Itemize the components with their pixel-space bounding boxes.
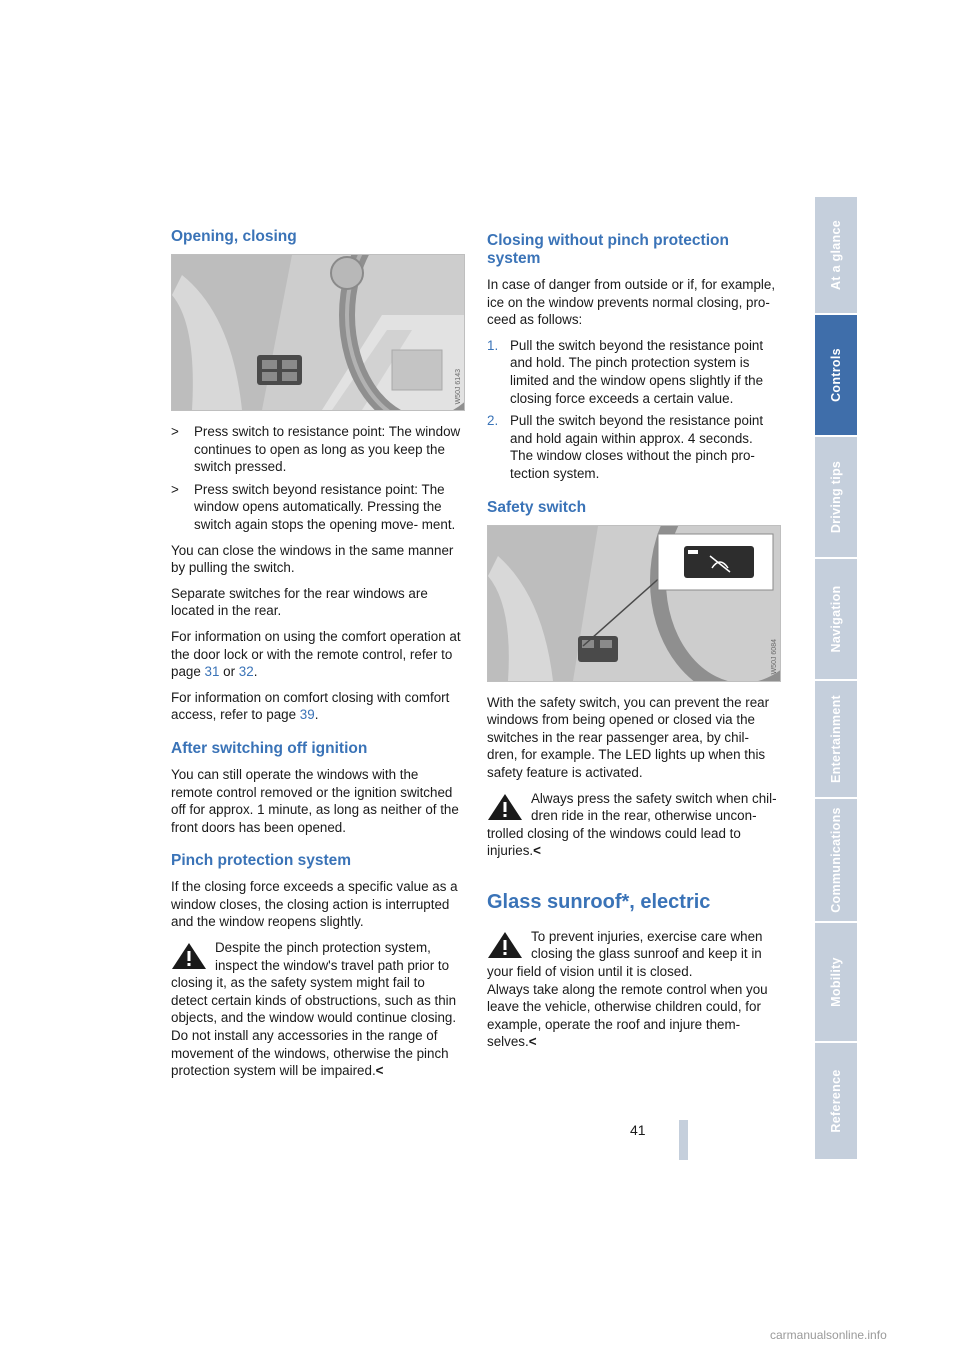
warning-safety-text: Always press the safety switch when chil- dren ride in the rear, otherwise uncon- trolled closing of the windows could lead to injuries. <box>487 790 777 859</box>
paragraph-after-ignition: You can still operate the windows with the remote control removed or the ignition switched off for approx. 1 minute, as long as neither of the front doors has been opened. <box>171 766 459 835</box>
paragraph-rear-switches: Separate switches for the rear windows are located in the rear. <box>171 585 428 619</box>
tab-driving-tips[interactable]: Driving tips <box>815 437 857 559</box>
paragraph-safety-switch: With the safety switch, you can prevent the rear windows from being opened or closed via the switches in the rear passenger area, by chil- dren, for example. The LED lights up when this safety feature is activated. <box>487 694 770 780</box>
list-item: > Press switch beyond resistance point: The window opens automatically. Pressing the switch again stops the opening move- ment. <box>171 481 456 532</box>
page-number-bar <box>679 1120 688 1160</box>
window-switch-illustration <box>172 255 464 410</box>
paragraph-comfort-operation: For information on using the comfort operation at the door lock or with the remote control, refer to page 31 or 32. <box>171 628 461 680</box>
paragraph-comfort-access: For information on comfort closing with comfort access, refer to page 39. <box>171 689 450 723</box>
list-item: > Press switch to resistance point: The window continues to open as long as you keep the switch pressed. <box>171 424 461 475</box>
heading-without-pinch: Closing without pinch protection system <box>487 232 729 267</box>
tab-mobility[interactable]: Mobility <box>815 923 857 1043</box>
warning-sunroof-text: To prevent injuries, exercise care when closing the glass sunroof and keep it in your field of vision until it is closed. <box>487 928 763 980</box>
warning-triangle-icon <box>487 793 523 821</box>
end-mark: < <box>528 1034 537 1050</box>
paragraph-danger: In case of danger from outside or if, for example, ice on the window prevents normal closing, pro- ceed as follows: <box>487 277 776 328</box>
heading-after-ignition: After switching off ignition <box>171 739 368 757</box>
figure-code: W50J 6143 <box>455 368 462 404</box>
tab-reference[interactable]: Reference <box>815 1043 857 1161</box>
heading-safety-switch: Safety switch <box>487 498 587 516</box>
warning-triangle-icon <box>171 942 207 970</box>
right-column <box>487 232 779 1059</box>
warning-pinch-text: Despite the pinch protection system, inspect the window's travel path prior to closing it, as the safety system might fail to detect certain kinds of obstructions, such as thin objects, and the window would continue closing. <box>171 940 457 1026</box>
safety-switch-illustration <box>488 526 780 681</box>
warning-sunroof-text-2: Always take along the remote control when you leave the vehicle, otherwise children could, for example, operate the roof and injure them- selves. <box>487 981 768 1050</box>
end-mark: < <box>375 1063 384 1079</box>
list-item: 1. Pull the switch beyond the resistance point and hold. The pinch protection system is limited and the window opens slightly if the closing force exceeds a certain value. <box>487 337 764 406</box>
steps-list <box>487 337 779 483</box>
heading-glass-sunroof: Glass sunroof*, electric <box>487 890 711 913</box>
end-mark: < <box>533 843 541 859</box>
list-item: 2. Pull the switch beyond the resistance point and hold again within approx. 4 seconds. The window closes without the pinch pro- tection system. <box>487 413 764 481</box>
page-link-31[interactable]: 31 <box>204 664 220 680</box>
warning-pinch-text-2: Do not install any accessories in the range of movement of the windows, otherwise the pinch protection system will be impaired. <box>171 1028 449 1079</box>
heading-pinch-protection: Pinch protection system <box>171 852 352 870</box>
left-column <box>171 228 463 1088</box>
page-link-32[interactable]: 32 <box>238 664 254 680</box>
page-number: 41 <box>630 1122 646 1138</box>
heading-opening-closing: Opening, closing <box>171 228 297 245</box>
bullet-mark: > <box>171 481 179 497</box>
tab-controls[interactable]: Controls <box>815 315 857 437</box>
figure-code: W50J 6084 <box>771 639 778 675</box>
paragraph-pinch-protection: If the closing force exceeds a specific value as a window closes, the closing action is interrupted and the window reopens slightly. <box>171 879 458 930</box>
window-switch-photo <box>171 254 465 411</box>
warning-pinch <box>171 939 463 1080</box>
warning-safety <box>487 790 779 860</box>
safety-switch-photo <box>487 525 781 682</box>
tab-navigation[interactable]: Navigation <box>815 559 857 681</box>
bullet-mark: > <box>171 424 179 439</box>
tab-entertainment[interactable]: Entertainment <box>815 681 857 799</box>
watermark: carmanualsonline.info <box>770 1328 887 1342</box>
paragraph-close-manner: You can close the windows in the same manner by pulling the switch. <box>171 542 454 576</box>
tab-at-a-glance[interactable]: At a glance <box>815 197 857 315</box>
section-tabs <box>815 197 857 1161</box>
warning-triangle-icon <box>487 931 523 959</box>
page-link-39[interactable]: 39 <box>299 707 315 723</box>
warning-sunroof <box>487 928 779 1051</box>
bullet-list <box>171 423 463 534</box>
tab-communications[interactable]: Communications <box>815 799 857 923</box>
